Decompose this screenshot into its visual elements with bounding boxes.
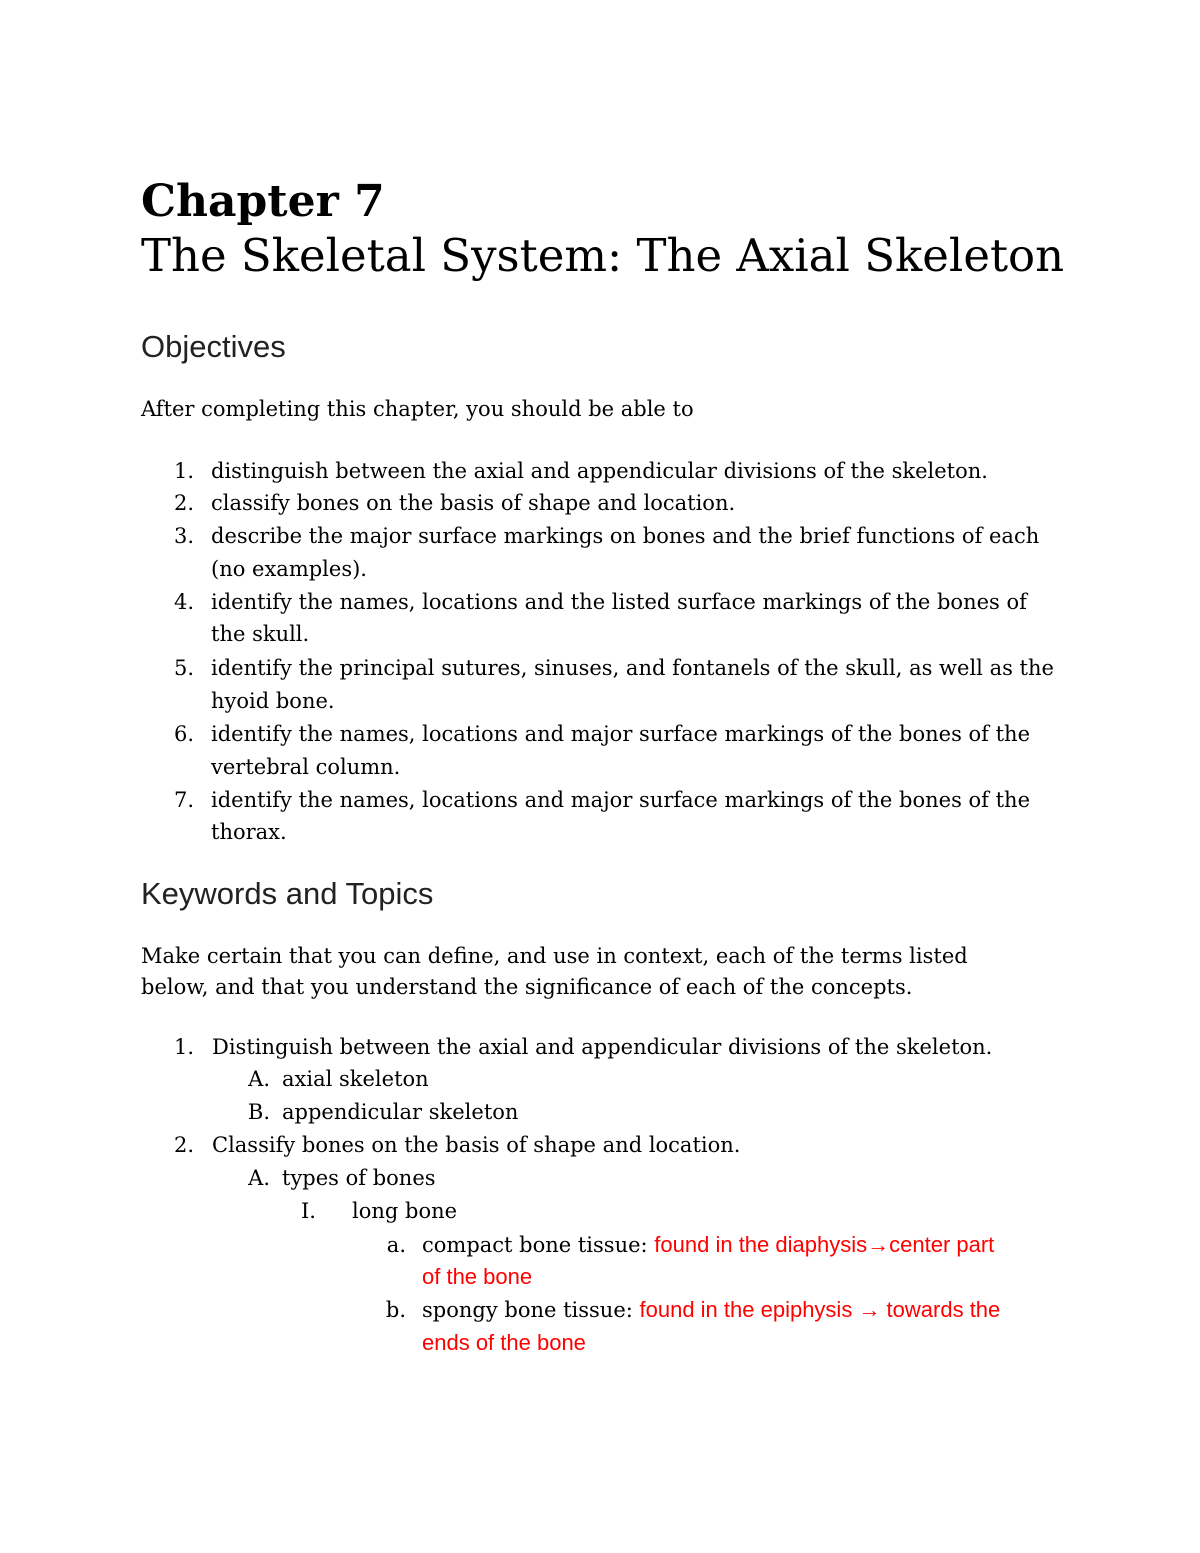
list-item: identify the names, locations and the listed surface markings of the bones of bbox=[211, 590, 1027, 614]
list-item-number: 1. bbox=[173, 459, 194, 483]
arrow-right-icon: → bbox=[858, 1297, 881, 1322]
list-item-number: 6. bbox=[173, 722, 194, 746]
list-item-number: I. bbox=[301, 1199, 316, 1223]
keywords-heading: Keywords and Topics bbox=[141, 876, 434, 911]
list-item: appendicular skeleton bbox=[282, 1100, 519, 1124]
term-label: compact bone tissue: bbox=[422, 1233, 655, 1257]
list-item-number: b. bbox=[385, 1298, 406, 1322]
list-item: identify the principal sutures, sinuses, and fontanels of the skull, as well as the bbox=[211, 656, 1054, 680]
annotation-text: center part bbox=[889, 1232, 995, 1257]
list-item-number: B. bbox=[247, 1100, 270, 1124]
annotation-text: found in the diaphysis bbox=[654, 1232, 868, 1257]
list-item-number: 1. bbox=[173, 1035, 194, 1059]
list-item-continuation: thorax. bbox=[211, 820, 287, 844]
list-item-number: A. bbox=[248, 1067, 270, 1091]
list-item-continuation: (no examples). bbox=[211, 557, 367, 581]
term-label: spongy bone tissue: bbox=[422, 1298, 640, 1322]
list-item: identify the names, locations and major surface markings of the bones of the bbox=[211, 722, 1030, 746]
list-item-continuation: vertebral column. bbox=[211, 755, 401, 779]
list-item: types of bones bbox=[282, 1166, 436, 1190]
annotation-continuation: ends of the bone bbox=[422, 1330, 586, 1355]
list-item bbox=[422, 1294, 1000, 1326]
list-item-number: 4. bbox=[173, 590, 194, 614]
chapter-subtitle: The Skeletal System: The Axial Skeleton bbox=[141, 229, 1065, 282]
annotation-text: towards the bbox=[880, 1297, 1001, 1322]
list-item-number: 7. bbox=[173, 788, 194, 812]
list-item: Distinguish between the axial and appendicular divisions of the skeleton. bbox=[212, 1035, 993, 1059]
list-item bbox=[422, 1229, 994, 1261]
list-item: identify the names, locations and major surface markings of the bones of the bbox=[211, 788, 1030, 812]
annotation-text: found in the epiphysis bbox=[639, 1297, 859, 1322]
list-item-number: A. bbox=[248, 1166, 270, 1190]
list-item-continuation: hyoid bone. bbox=[211, 689, 335, 713]
arrow-right-icon: → bbox=[867, 1232, 890, 1257]
list-item: distinguish between the axial and appendicular divisions of the skeleton. bbox=[211, 459, 988, 483]
list-item-number: 3. bbox=[173, 524, 194, 548]
list-item: axial skeleton bbox=[282, 1067, 429, 1091]
objectives-intro: After completing this chapter, you should be able to bbox=[141, 397, 694, 421]
list-item: classify bones on the basis of shape and location. bbox=[211, 491, 736, 515]
list-item-number: 2. bbox=[173, 491, 194, 515]
list-item: Classify bones on the basis of shape and location. bbox=[212, 1133, 741, 1157]
keywords-intro-line: Make certain that you can define, and use in context, each of the terms listed bbox=[141, 944, 968, 968]
keywords-intro-line: below, and that you understand the significance of each of the concepts. bbox=[141, 975, 913, 999]
list-item-number: a. bbox=[386, 1233, 406, 1257]
list-item: describe the major surface markings on bones and the brief functions of each bbox=[211, 524, 1040, 548]
objectives-heading: Objectives bbox=[141, 329, 286, 364]
list-item-continuation: the skull. bbox=[211, 622, 310, 646]
chapter-title: Chapter 7 bbox=[141, 176, 385, 227]
list-item: long bone bbox=[352, 1199, 458, 1223]
list-item-number: 5. bbox=[173, 656, 194, 680]
annotation-continuation: of the bone bbox=[422, 1264, 533, 1289]
list-item-number: 2. bbox=[173, 1133, 194, 1157]
